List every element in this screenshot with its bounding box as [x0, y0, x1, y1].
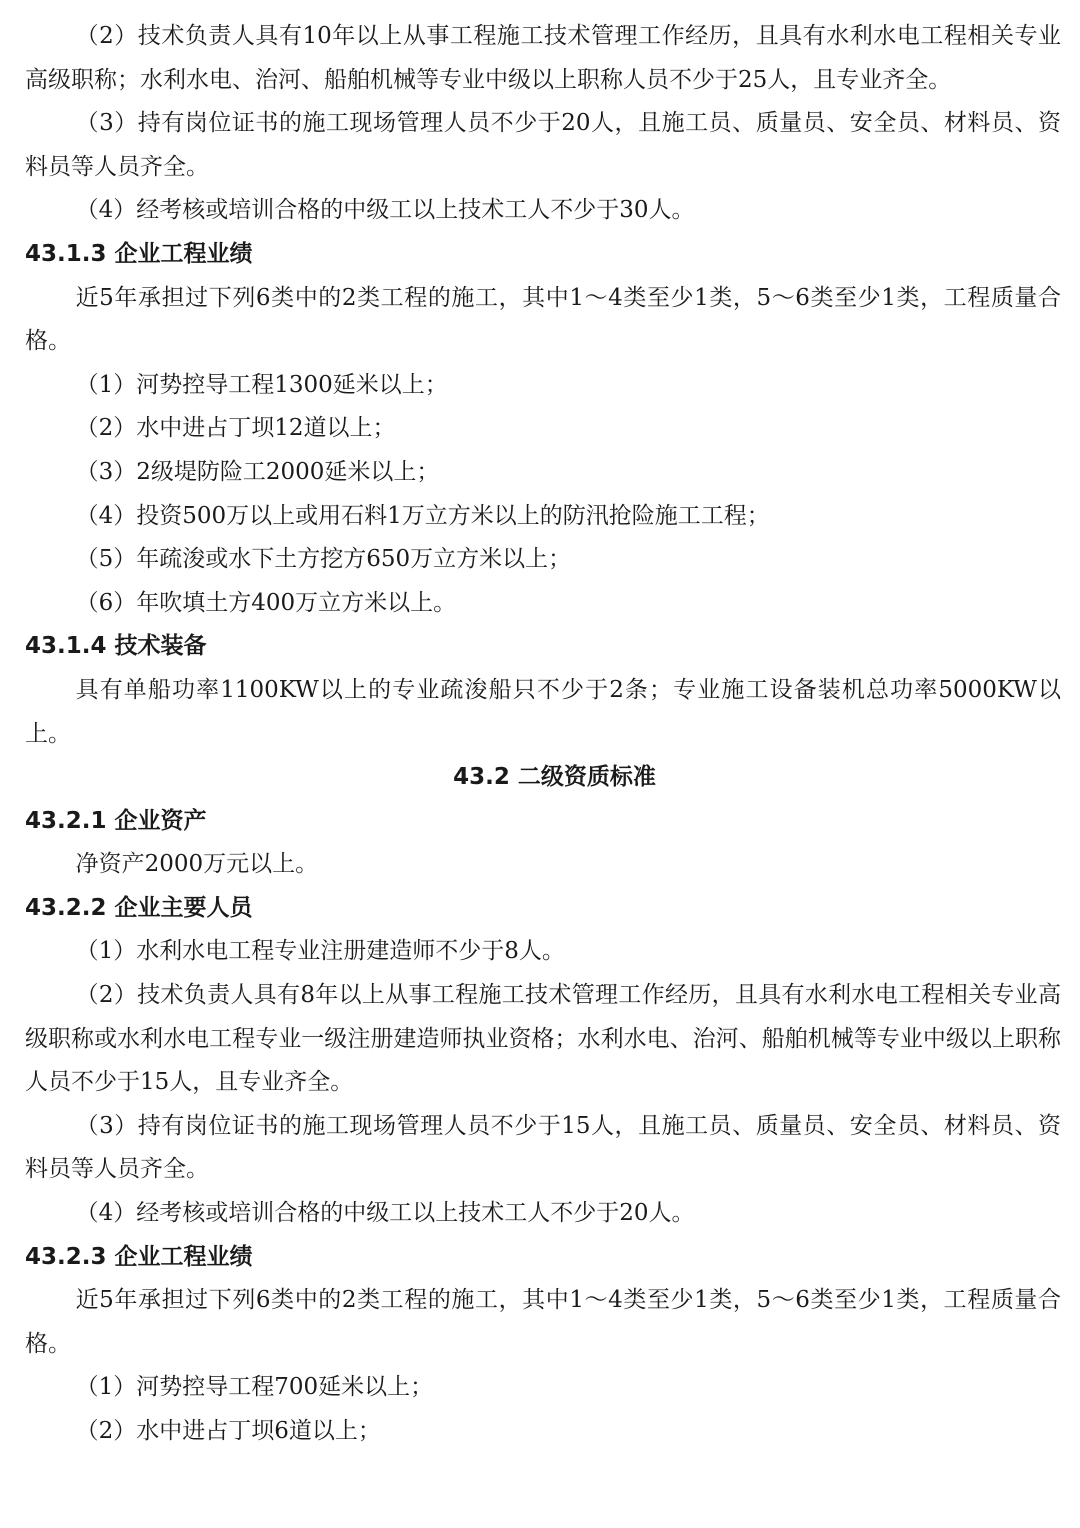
paragraph-skilled-workers: （4）经考核或培训合格的中级工以上技术工人不少于30人。 — [75, 197, 695, 224]
list-item-registered-constructors: （1）水利水电工程专业注册建造师不少于8人。 — [75, 938, 565, 965]
list-item-flood-control: （4）投资500万以上或用石料1万立方米以上的防汛抢险施工工程； — [75, 502, 770, 529]
list-item-levee: （3）2级堤防险工2000延米以上； — [75, 458, 440, 485]
document-page — [25, 15, 1061, 1454]
section-title-43-2: 43.2 二级资质标准 — [453, 764, 656, 791]
list-item-river-control-2: （1）河势控导工程700延米以上； — [75, 1374, 434, 1401]
paragraph-performance-intro-2: 近5年承担过下列6类中的2类工程的施工，其中1～4类至少1类，5～6类至少1类，工程质量合格。 — [25, 1287, 1061, 1357]
list-item-hydraulic-fill: （6）年吹填土方400万立方米以上。 — [75, 589, 457, 616]
paragraph-site-managers: （3）持有岗位证书的施工现场管理人员不少于20人，且施工员、质量员、安全员、材料员、资料员等人员齐全。 — [25, 110, 1061, 180]
list-item-spur-dike-2: （2）水中进占丁坝6道以上； — [75, 1418, 381, 1444]
list-item-skilled-workers: （4）经考核或培训合格的中级工以上技术工人不少于20人。 — [75, 1200, 695, 1227]
paragraph-tech-lead-requirement: （2）技术负责人具有10年以上从事工程施工技术管理工作经历，且具有水利水电工程相关专业高级职称；水利水电、治河、船舶机械等专业中级以上职称人员不少于25人，且专业齐全。 — [25, 23, 1061, 93]
paragraph-net-assets: 净资产2000万元以上。 — [75, 851, 319, 878]
list-item-river-control: （1）河势控导工程1300延米以上； — [75, 371, 448, 398]
list-item-dredging: （5）年疏浚或水下土方挖方650万立方米以上； — [75, 546, 572, 573]
paragraph-equipment: 具有单船功率1100KW以上的专业疏浚船只不少于2条；专业施工设备装机总功率5000KW以上。 — [25, 676, 1061, 747]
heading-43-1-3: 43.1.3 企业工程业绩 — [25, 240, 253, 267]
list-item-tech-lead: （2）技术负责人具有8年以上从事工程施工技术管理工作经历，且具有水利水电工程相关专业高级职称或水利水电工程专业一级注册建造师执业资格；水利水电、治河、船舶机械等专业中级以上职称人员不少于15人，且专业齐全。 — [25, 982, 1061, 1096]
heading-43-2-2: 43.2.2 企业主要人员 — [25, 894, 253, 921]
list-item-spur-dike: （2）水中进占丁坝12道以上； — [75, 415, 396, 442]
heading-43-1-4: 43.1.4 技术装备 — [25, 633, 207, 660]
paragraph-performance-intro: 近5年承担过下列6类中的2类工程的施工，其中1～4类至少1类，5～6类至少1类，工程质量合格。 — [25, 284, 1061, 355]
list-item-site-managers: （3）持有岗位证书的施工现场管理人员不少于15人，且施工员、质量员、安全员、材料员、资料员等人员齐全。 — [25, 1112, 1061, 1183]
heading-43-2-3: 43.2.3 企业工程业绩 — [25, 1243, 253, 1270]
heading-43-2-1: 43.2.1 企业资产 — [25, 807, 207, 834]
